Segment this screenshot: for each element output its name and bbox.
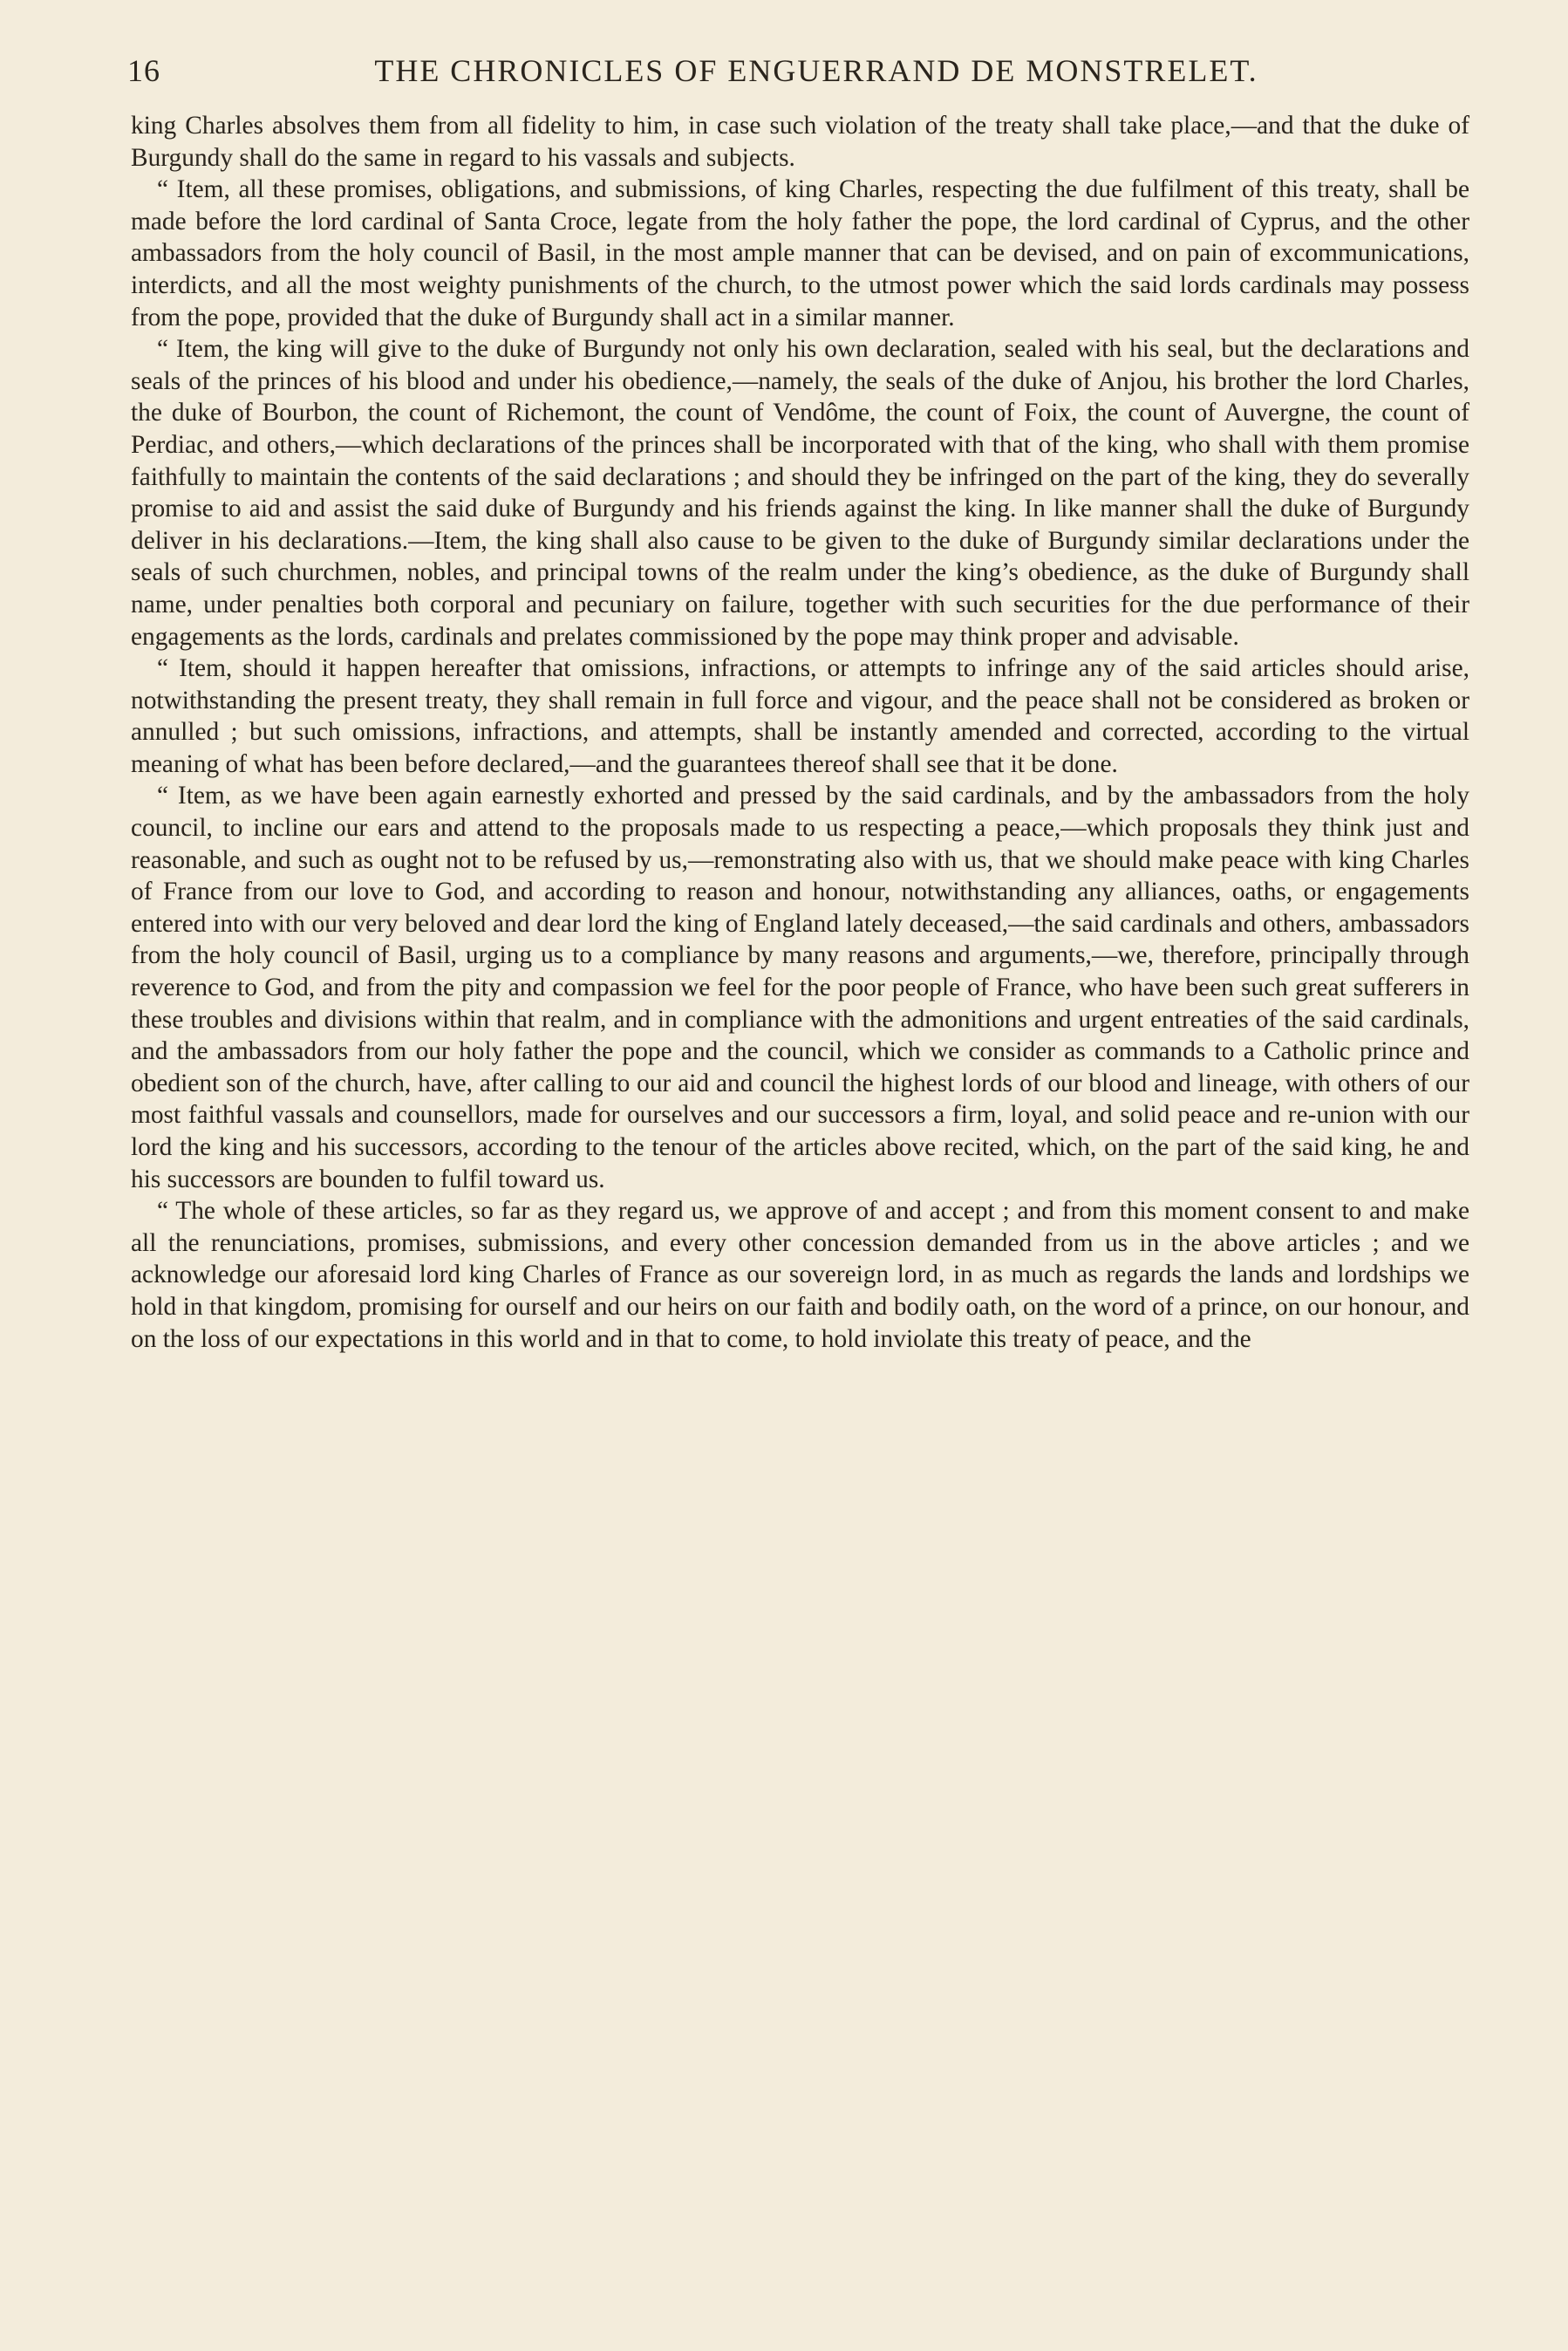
paragraph: “ Item, all these promises, obligations, and submissions, of king Charles, respecting the due fulfilment of this treaty, shall be made before the lord cardinal of Santa Croce, legate from the holy father the pope, the lord cardinal of Cyprus, and the other ambassadors from the holy council of Basil, in the most ample manner that can be devised, and on pain of excommunications, interdicts, and all the most weighty punishments of the church, to the utmost power which the said lords cardinals may possess from the pope, provided that the duke of Burgundy shall act in a similar manner. xyxy=(131,175,1469,331)
paragraph: “ Item, as we have been again earnestly exhorted and pressed by the said cardinals, and by the ambassadors from the holy council, to incline our ears and attend to the proposals made to us respecting a peace,—which proposals they think just and reasonable, and such as ought not to be refused by us,—remonstrating also with us, that we should make peace with king Charles of France from our love to God, and according to reason and honour, notwithstanding any alliances, oaths, or engagements entered into with our very beloved and dear lord the king of England lately deceased,—the said cardinals and others, ambassadors from the holy council of Basil, urging us to a compliance by many reasons and arguments,—we, therefore, principally through reverence to God, and from the pity and compassion we feel for the poor people of France, who have been such great sufferers in these troubles and divisions within that realm, and in compliance with the admonitions and urgent entreaties of the said cardinals, and the ambassadors from our holy father the pope and the council, which we consider as commands to a Catholic prince and obedient son of the church, have, after calling to our aid and council the highest lords of our blood and lineage, with others of our most faithful vassals and counsellors, made for ourselves and our successors a firm, loyal, and solid peace and re-union with our lord the king and his successors, according to the tenour of the articles above recited, which, on the part of the said king, he and his successors are bounden to fulfil toward us. xyxy=(131,782,1469,1193)
paragraph: “ The whole of these articles, so far as they regard us, we approve of and accept ; and from this moment consent to and make all the renunciations, promises, submissions, and every other concession demanded from us in the above articles ; and we acknowledge our aforesaid lord king Charles of France as our sovereign lord, in as much as regards the lands and lordships we hold in that kingdom, promising for ourself and our heirs on our faith and bodily oath, on the word of a prince, on our honour, and on the loss of our expectations in this world and in that to come, to hold inviolate this treaty of peace, and the xyxy=(131,1197,1469,1353)
running-head xyxy=(127,52,1470,96)
paragraph: king Charles absolves them from all fidelity to him, in case such violation of the treaty shall take place,—and that the duke of Burgundy shall do the same in regard to his vassals and subjects. xyxy=(131,112,1469,172)
paragraph: “ Item, the king will give to the duke of Burgundy not only his own declaration, sealed with his seal, but the declarations and seals of the princes of his blood and under his obedience,—namely, the seals of the duke of Anjou, his brother the lord Charles, the duke of Bourbon, the count of Richemont, the count of Vendôme, the count of Foix, the count of Auvergne, the count of Perdiac, and others,—which declarations of the princes shall be incorporated with that of the king, who shall with them promise faithfully to maintain the contents of the said declarations ; and should they be infringed on the part of the king, they do severally promise to aid and assist the said duke of Burgundy and his friends against the king. In like manner shall the duke of Burgundy deliver in his declarations.—Item, the king shall also cause to be given to the duke of Burgundy similar declarations under the seals of such churchmen, nobles, and principal towns of the realm under the king’s obedience, as the duke of Burgundy shall name, under penalties both corporal and pecuniary on failure, together with such securities for the due performance of their engagements as the lords, cardinals and prelates commissioned by the pope may think proper and advisable. xyxy=(131,335,1469,651)
paragraph: “ Item, should it happen hereafter that omissions, infractions, or attempts to infringe any of the said articles should arise, notwithstanding the present treaty, they shall remain in full force and vigour, and the peace shall not be considered as broken or annulled ; but such omissions, infractions, and attempts, shall be instantly amended and corrected, according to the virtual meaning of what has been before declared,—and the guarantees thereof shall see that it be done. xyxy=(131,654,1469,778)
body-text xyxy=(131,110,1469,1355)
page-number: 16 xyxy=(127,53,160,88)
running-head-title: THE CHRONICLES OF ENGUERRAND DE MONSTRELET. xyxy=(374,53,1258,88)
